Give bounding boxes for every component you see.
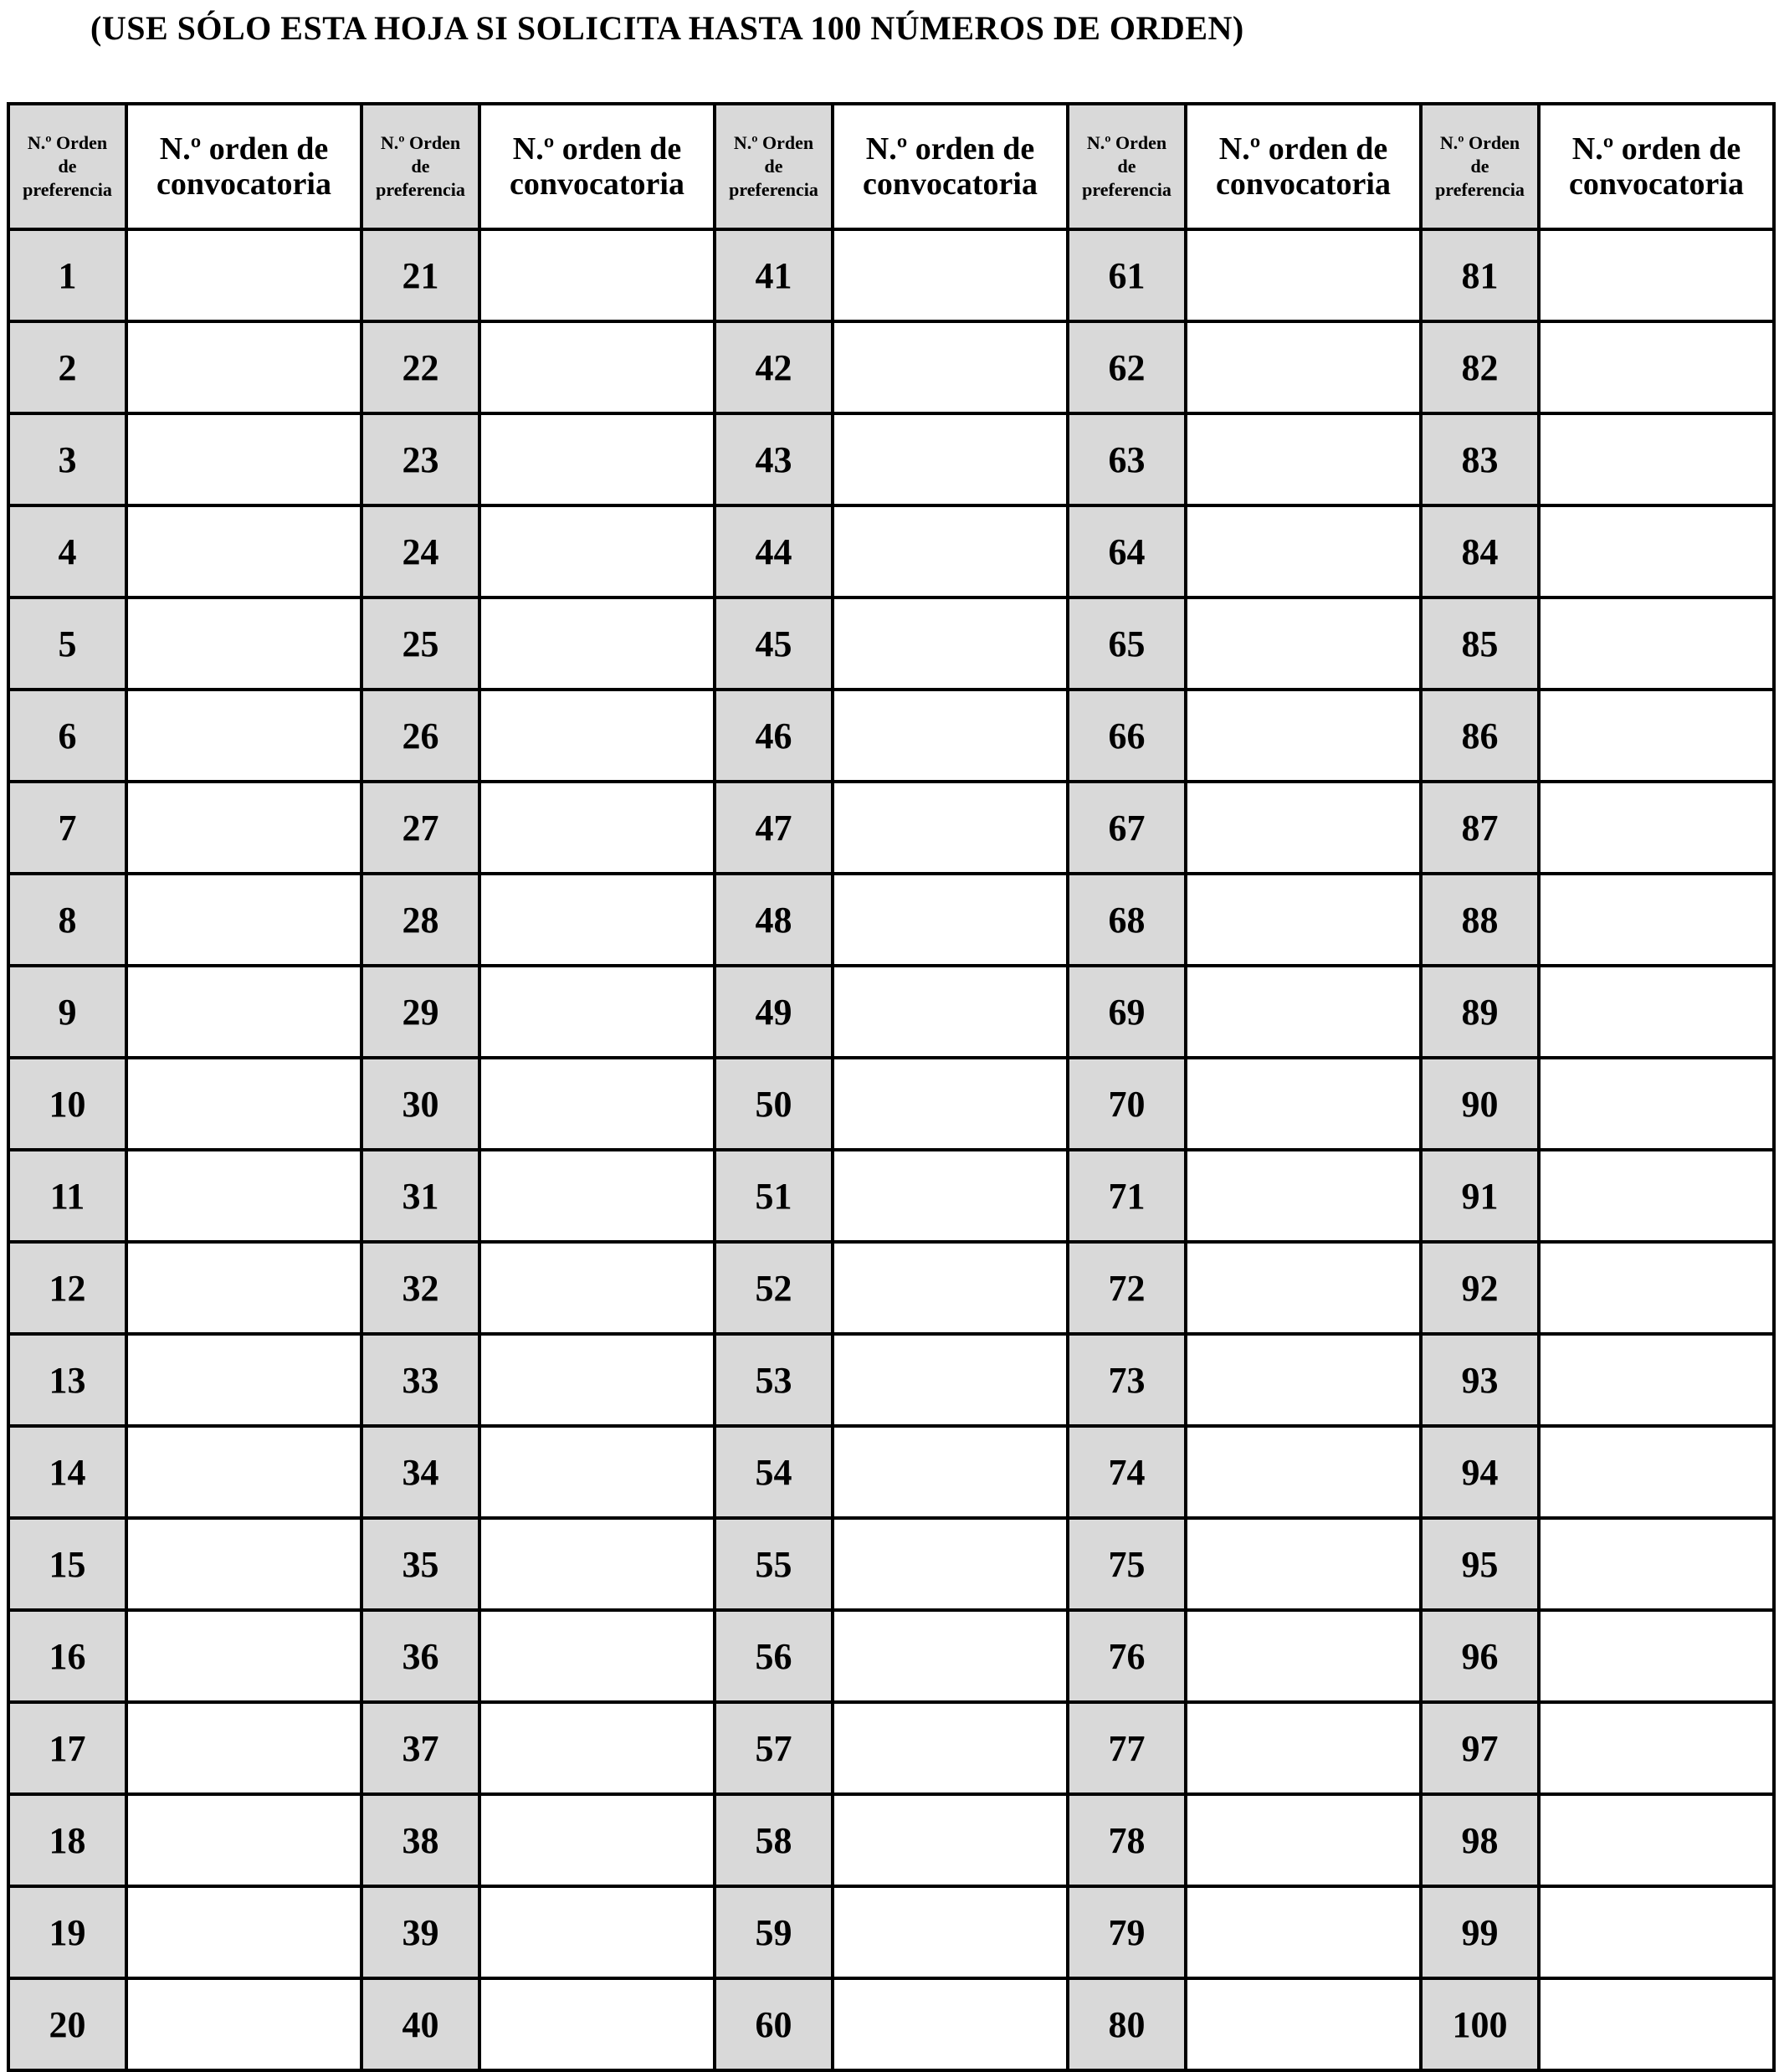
header-label: preferencia bbox=[1435, 179, 1525, 200]
convocatoria-order-field[interactable] bbox=[1186, 1518, 1421, 1610]
convocatoria-order-field[interactable] bbox=[1539, 413, 1774, 505]
convocatoria-order-field[interactable] bbox=[1186, 321, 1421, 413]
convocatoria-order-field[interactable] bbox=[833, 1150, 1068, 1242]
preference-number: 51 bbox=[715, 1150, 833, 1242]
preference-number: 7 bbox=[8, 782, 126, 874]
preference-number: 63 bbox=[1068, 413, 1186, 505]
preference-number: 73 bbox=[1068, 1334, 1186, 1426]
preference-number: 72 bbox=[1068, 1242, 1186, 1334]
preference-number: 22 bbox=[361, 321, 479, 413]
convocatoria-order-field[interactable] bbox=[1186, 1610, 1421, 1702]
preference-number: 49 bbox=[715, 966, 833, 1058]
convocatoria-order-field[interactable] bbox=[1539, 1886, 1774, 1978]
convocatoria-order-field[interactable] bbox=[1539, 782, 1774, 874]
header-label: convocatoria bbox=[1569, 167, 1744, 202]
convocatoria-order-field[interactable] bbox=[126, 874, 361, 966]
preference-number: 31 bbox=[361, 1150, 479, 1242]
preference-number: 26 bbox=[361, 690, 479, 782]
table-row bbox=[8, 1334, 1774, 1426]
preference-number: 55 bbox=[715, 1518, 833, 1610]
convocatoria-order-field[interactable] bbox=[1186, 1334, 1421, 1426]
convocatoria-order-field[interactable] bbox=[1539, 1058, 1774, 1150]
convocatoria-order-field[interactable] bbox=[833, 597, 1068, 690]
convocatoria-order-field[interactable] bbox=[479, 505, 715, 597]
preference-number: 54 bbox=[715, 1426, 833, 1518]
preference-number: 82 bbox=[1421, 321, 1539, 413]
preference-number: 62 bbox=[1068, 321, 1186, 413]
header-convocatoria-order bbox=[833, 104, 1068, 229]
convocatoria-order-field[interactable] bbox=[479, 321, 715, 413]
convocatoria-order-field[interactable] bbox=[1186, 1058, 1421, 1150]
convocatoria-order-field[interactable] bbox=[479, 966, 715, 1058]
convocatoria-order-field[interactable] bbox=[833, 1794, 1068, 1886]
convocatoria-order-field[interactable] bbox=[1539, 1242, 1774, 1334]
convocatoria-order-field[interactable] bbox=[1539, 1610, 1774, 1702]
preference-number: 56 bbox=[715, 1610, 833, 1702]
convocatoria-order-field[interactable] bbox=[479, 1426, 715, 1518]
preference-number: 5 bbox=[8, 597, 126, 690]
convocatoria-order-field[interactable] bbox=[833, 1702, 1068, 1794]
preference-number: 71 bbox=[1068, 1150, 1186, 1242]
header-label: de bbox=[1470, 156, 1489, 177]
preference-number: 95 bbox=[1421, 1518, 1539, 1610]
convocatoria-order-field[interactable] bbox=[126, 597, 361, 690]
preference-number: 78 bbox=[1068, 1794, 1186, 1886]
preference-number: 8 bbox=[8, 874, 126, 966]
preference-number: 70 bbox=[1068, 1058, 1186, 1150]
table-row bbox=[8, 413, 1774, 505]
header-label: N.º Orden bbox=[1086, 132, 1167, 153]
table-row bbox=[8, 690, 1774, 782]
preference-number: 32 bbox=[361, 1242, 479, 1334]
table-row bbox=[8, 1518, 1774, 1610]
convocatoria-order-field[interactable] bbox=[126, 1150, 361, 1242]
preference-number: 94 bbox=[1421, 1426, 1539, 1518]
convocatoria-order-field[interactable] bbox=[479, 690, 715, 782]
preference-number: 57 bbox=[715, 1702, 833, 1794]
page-title: (USE SÓLO ESTA HOJA SI SOLICITA HASTA 100 NÚMEROS DE ORDEN) bbox=[90, 9, 1244, 47]
table-row bbox=[8, 1610, 1774, 1702]
header-label: convocatoria bbox=[863, 167, 1038, 202]
convocatoria-order-field[interactable] bbox=[833, 1426, 1068, 1518]
convocatoria-order-field[interactable] bbox=[1539, 1978, 1774, 2070]
preference-number: 37 bbox=[361, 1702, 479, 1794]
convocatoria-order-field[interactable] bbox=[833, 229, 1068, 321]
preference-number: 61 bbox=[1068, 229, 1186, 321]
preference-number: 77 bbox=[1068, 1702, 1186, 1794]
preference-number: 84 bbox=[1421, 505, 1539, 597]
convocatoria-order-field[interactable] bbox=[1539, 229, 1774, 321]
preference-number: 80 bbox=[1068, 1978, 1186, 2070]
header-label: preferencia bbox=[23, 179, 112, 200]
preference-number: 41 bbox=[715, 229, 833, 321]
preference-number: 25 bbox=[361, 597, 479, 690]
header-label: N.º Orden bbox=[380, 132, 461, 153]
convocatoria-order-field[interactable] bbox=[833, 1978, 1068, 2070]
table-row bbox=[8, 505, 1774, 597]
convocatoria-order-field[interactable] bbox=[1539, 690, 1774, 782]
preference-number: 85 bbox=[1421, 597, 1539, 690]
convocatoria-order-field[interactable] bbox=[1539, 505, 1774, 597]
table-body bbox=[8, 229, 1774, 2070]
header-convocatoria-order bbox=[1186, 104, 1421, 229]
convocatoria-order-field[interactable] bbox=[126, 1610, 361, 1702]
preference-number: 3 bbox=[8, 413, 126, 505]
convocatoria-order-field[interactable] bbox=[1186, 782, 1421, 874]
convocatoria-order-field[interactable] bbox=[126, 1058, 361, 1150]
preference-number: 65 bbox=[1068, 597, 1186, 690]
convocatoria-order-field[interactable] bbox=[479, 782, 715, 874]
preference-number: 98 bbox=[1421, 1794, 1539, 1886]
header-label: N.º Orden bbox=[733, 132, 814, 153]
convocatoria-order-field[interactable] bbox=[479, 1518, 715, 1610]
convocatoria-order-field[interactable] bbox=[479, 1242, 715, 1334]
preference-number: 50 bbox=[715, 1058, 833, 1150]
preference-number: 30 bbox=[361, 1058, 479, 1150]
preference-number: 48 bbox=[715, 874, 833, 966]
preference-number: 86 bbox=[1421, 690, 1539, 782]
preference-number: 79 bbox=[1068, 1886, 1186, 1978]
preference-number: 81 bbox=[1421, 229, 1539, 321]
convocatoria-order-field[interactable] bbox=[833, 505, 1068, 597]
header-label: de bbox=[411, 156, 430, 177]
table-row bbox=[8, 1150, 1774, 1242]
preference-number: 93 bbox=[1421, 1334, 1539, 1426]
preference-number: 99 bbox=[1421, 1886, 1539, 1978]
preference-number: 18 bbox=[8, 1794, 126, 1886]
header-label: N.º Orden bbox=[1439, 132, 1520, 153]
preference-number: 39 bbox=[361, 1886, 479, 1978]
table-row bbox=[8, 874, 1774, 966]
convocatoria-order-field[interactable] bbox=[1539, 1150, 1774, 1242]
convocatoria-order-field[interactable] bbox=[479, 1978, 715, 2070]
header-label: de bbox=[1117, 156, 1136, 177]
convocatoria-order-field[interactable] bbox=[1186, 597, 1421, 690]
preference-number: 92 bbox=[1421, 1242, 1539, 1334]
header-label: N.º Orden bbox=[27, 132, 108, 153]
convocatoria-order-field[interactable] bbox=[479, 1610, 715, 1702]
preference-number: 44 bbox=[715, 505, 833, 597]
convocatoria-order-field[interactable] bbox=[1539, 1426, 1774, 1518]
preference-number: 97 bbox=[1421, 1702, 1539, 1794]
preference-number: 21 bbox=[361, 229, 479, 321]
preference-number: 53 bbox=[715, 1334, 833, 1426]
convocatoria-order-field[interactable] bbox=[1539, 1702, 1774, 1794]
table-row bbox=[8, 597, 1774, 690]
header-convocatoria-order bbox=[1539, 104, 1774, 229]
table-header bbox=[8, 104, 1774, 229]
preference-number: 34 bbox=[361, 1426, 479, 1518]
convocatoria-order-field[interactable] bbox=[1539, 1794, 1774, 1886]
preference-number: 9 bbox=[8, 966, 126, 1058]
preference-number: 29 bbox=[361, 966, 479, 1058]
table-row bbox=[8, 1978, 1774, 2070]
convocatoria-order-field[interactable] bbox=[126, 1886, 361, 1978]
convocatoria-order-field[interactable] bbox=[1186, 1794, 1421, 1886]
preference-number: 67 bbox=[1068, 782, 1186, 874]
header-label: convocatoria bbox=[1216, 167, 1391, 202]
convocatoria-order-field[interactable] bbox=[1186, 413, 1421, 505]
preference-number: 64 bbox=[1068, 505, 1186, 597]
convocatoria-order-field[interactable] bbox=[479, 1058, 715, 1150]
preference-number: 68 bbox=[1068, 874, 1186, 966]
convocatoria-order-field[interactable] bbox=[1539, 597, 1774, 690]
convocatoria-order-field[interactable] bbox=[126, 782, 361, 874]
convocatoria-order-field[interactable] bbox=[479, 597, 715, 690]
preference-number: 36 bbox=[361, 1610, 479, 1702]
convocatoria-order-field[interactable] bbox=[1539, 1334, 1774, 1426]
convocatoria-order-field[interactable] bbox=[1539, 874, 1774, 966]
preference-number: 27 bbox=[361, 782, 479, 874]
convocatoria-order-field[interactable] bbox=[126, 966, 361, 1058]
convocatoria-order-field[interactable] bbox=[833, 690, 1068, 782]
preference-number: 16 bbox=[8, 1610, 126, 1702]
table-row bbox=[8, 966, 1774, 1058]
table-row bbox=[8, 1794, 1774, 1886]
preference-number: 38 bbox=[361, 1794, 479, 1886]
table-row bbox=[8, 1058, 1774, 1150]
preference-number: 4 bbox=[8, 505, 126, 597]
convocatoria-order-field[interactable] bbox=[479, 1794, 715, 1886]
convocatoria-order-field[interactable] bbox=[126, 1334, 361, 1426]
header-label: preferencia bbox=[376, 179, 465, 200]
header-preference-order bbox=[1068, 104, 1186, 229]
preference-number: 10 bbox=[8, 1058, 126, 1150]
convocatoria-order-field[interactable] bbox=[479, 1150, 715, 1242]
preference-number: 19 bbox=[8, 1886, 126, 1978]
table-row bbox=[8, 1886, 1774, 1978]
preference-number: 13 bbox=[8, 1334, 126, 1426]
convocatoria-order-field[interactable] bbox=[479, 1334, 715, 1426]
convocatoria-order-field[interactable] bbox=[833, 1334, 1068, 1426]
convocatoria-order-field[interactable] bbox=[126, 690, 361, 782]
convocatoria-order-field[interactable] bbox=[833, 1058, 1068, 1150]
convocatoria-order-field[interactable] bbox=[833, 1518, 1068, 1610]
preference-number: 87 bbox=[1421, 782, 1539, 874]
table-row bbox=[8, 321, 1774, 413]
preference-number: 69 bbox=[1068, 966, 1186, 1058]
convocatoria-order-field[interactable] bbox=[1186, 1242, 1421, 1334]
convocatoria-order-field[interactable] bbox=[833, 966, 1068, 1058]
preference-number: 58 bbox=[715, 1794, 833, 1886]
header-preference-order bbox=[8, 104, 126, 229]
preference-number: 45 bbox=[715, 597, 833, 690]
header-preference-order bbox=[361, 104, 479, 229]
header-label: N.º orden de bbox=[1571, 131, 1741, 167]
preference-number: 28 bbox=[361, 874, 479, 966]
preference-number: 59 bbox=[715, 1886, 833, 1978]
table-row bbox=[8, 229, 1774, 321]
header-label: de bbox=[764, 156, 783, 177]
convocatoria-order-field[interactable] bbox=[126, 1702, 361, 1794]
convocatoria-order-field[interactable] bbox=[833, 321, 1068, 413]
convocatoria-order-field[interactable] bbox=[1186, 874, 1421, 966]
header-label: convocatoria bbox=[510, 167, 684, 202]
preference-number: 2 bbox=[8, 321, 126, 413]
convocatoria-order-field[interactable] bbox=[1186, 505, 1421, 597]
table-row bbox=[8, 1242, 1774, 1334]
convocatoria-order-field[interactable] bbox=[833, 1242, 1068, 1334]
convocatoria-order-field[interactable] bbox=[479, 229, 715, 321]
preference-number: 96 bbox=[1421, 1610, 1539, 1702]
convocatoria-order-field[interactable] bbox=[1186, 229, 1421, 321]
table-row bbox=[8, 1702, 1774, 1794]
preference-number: 20 bbox=[8, 1978, 126, 2070]
convocatoria-order-field[interactable] bbox=[126, 413, 361, 505]
preference-number: 14 bbox=[8, 1426, 126, 1518]
convocatoria-order-field[interactable] bbox=[1186, 1702, 1421, 1794]
convocatoria-order-field[interactable] bbox=[1186, 1150, 1421, 1242]
convocatoria-order-field[interactable] bbox=[833, 1610, 1068, 1702]
preference-order-table bbox=[7, 102, 1776, 2072]
header-convocatoria-order bbox=[126, 104, 361, 229]
convocatoria-order-field[interactable] bbox=[833, 874, 1068, 966]
preference-number: 1 bbox=[8, 229, 126, 321]
convocatoria-order-field[interactable] bbox=[833, 1886, 1068, 1978]
preference-number: 88 bbox=[1421, 874, 1539, 966]
header-label: N.º orden de bbox=[159, 131, 329, 167]
preference-number: 75 bbox=[1068, 1518, 1186, 1610]
convocatoria-order-field[interactable] bbox=[126, 1426, 361, 1518]
convocatoria-order-field[interactable] bbox=[126, 229, 361, 321]
header-label: N.º orden de bbox=[512, 131, 682, 167]
preference-number: 12 bbox=[8, 1242, 126, 1334]
convocatoria-order-field[interactable] bbox=[833, 782, 1068, 874]
convocatoria-order-field[interactable] bbox=[1186, 966, 1421, 1058]
header-label: de bbox=[58, 156, 77, 177]
convocatoria-order-field[interactable] bbox=[1186, 690, 1421, 782]
preference-number: 35 bbox=[361, 1518, 479, 1610]
preference-number: 47 bbox=[715, 782, 833, 874]
convocatoria-order-field[interactable] bbox=[1186, 1886, 1421, 1978]
preference-number: 89 bbox=[1421, 966, 1539, 1058]
preference-number: 40 bbox=[361, 1978, 479, 2070]
convocatoria-order-field[interactable] bbox=[1186, 1978, 1421, 2070]
convocatoria-order-field[interactable] bbox=[126, 321, 361, 413]
convocatoria-order-field[interactable] bbox=[479, 413, 715, 505]
preference-number: 66 bbox=[1068, 690, 1186, 782]
convocatoria-order-field[interactable] bbox=[126, 1242, 361, 1334]
convocatoria-order-field[interactable] bbox=[833, 413, 1068, 505]
preference-number: 11 bbox=[8, 1150, 126, 1242]
preference-number: 24 bbox=[361, 505, 479, 597]
header-label: N.º orden de bbox=[865, 131, 1035, 167]
convocatoria-order-field[interactable] bbox=[479, 1702, 715, 1794]
preference-number: 76 bbox=[1068, 1610, 1186, 1702]
preference-number: 90 bbox=[1421, 1058, 1539, 1150]
preference-number: 60 bbox=[715, 1978, 833, 2070]
header-preference-order bbox=[1421, 104, 1539, 229]
preference-number: 23 bbox=[361, 413, 479, 505]
preference-number: 52 bbox=[715, 1242, 833, 1334]
preference-number: 46 bbox=[715, 690, 833, 782]
convocatoria-order-field[interactable] bbox=[126, 1518, 361, 1610]
header-preference-order bbox=[715, 104, 833, 229]
convocatoria-order-field[interactable] bbox=[126, 505, 361, 597]
header-label: convocatoria bbox=[156, 167, 331, 202]
convocatoria-order-field[interactable] bbox=[479, 1886, 715, 1978]
convocatoria-order-field[interactable] bbox=[479, 874, 715, 966]
preference-number: 100 bbox=[1421, 1978, 1539, 2070]
preference-number: 42 bbox=[715, 321, 833, 413]
convocatoria-order-field[interactable] bbox=[126, 1794, 361, 1886]
convocatoria-order-field[interactable] bbox=[1186, 1426, 1421, 1518]
table-row bbox=[8, 782, 1774, 874]
preference-number: 15 bbox=[8, 1518, 126, 1610]
header-convocatoria-order bbox=[479, 104, 715, 229]
preference-number: 6 bbox=[8, 690, 126, 782]
preference-number: 17 bbox=[8, 1702, 126, 1794]
preference-number: 74 bbox=[1068, 1426, 1186, 1518]
header-row bbox=[8, 104, 1774, 229]
convocatoria-order-field[interactable] bbox=[126, 1978, 361, 2070]
preference-number: 83 bbox=[1421, 413, 1539, 505]
preference-number: 33 bbox=[361, 1334, 479, 1426]
convocatoria-order-field[interactable] bbox=[1539, 321, 1774, 413]
convocatoria-order-field[interactable] bbox=[1539, 966, 1774, 1058]
table-row bbox=[8, 1426, 1774, 1518]
preference-number: 43 bbox=[715, 413, 833, 505]
preference-number: 91 bbox=[1421, 1150, 1539, 1242]
header-label: preferencia bbox=[729, 179, 818, 200]
header-label: N.º orden de bbox=[1218, 131, 1388, 167]
convocatoria-order-field[interactable] bbox=[1539, 1518, 1774, 1610]
header-label: preferencia bbox=[1082, 179, 1171, 200]
